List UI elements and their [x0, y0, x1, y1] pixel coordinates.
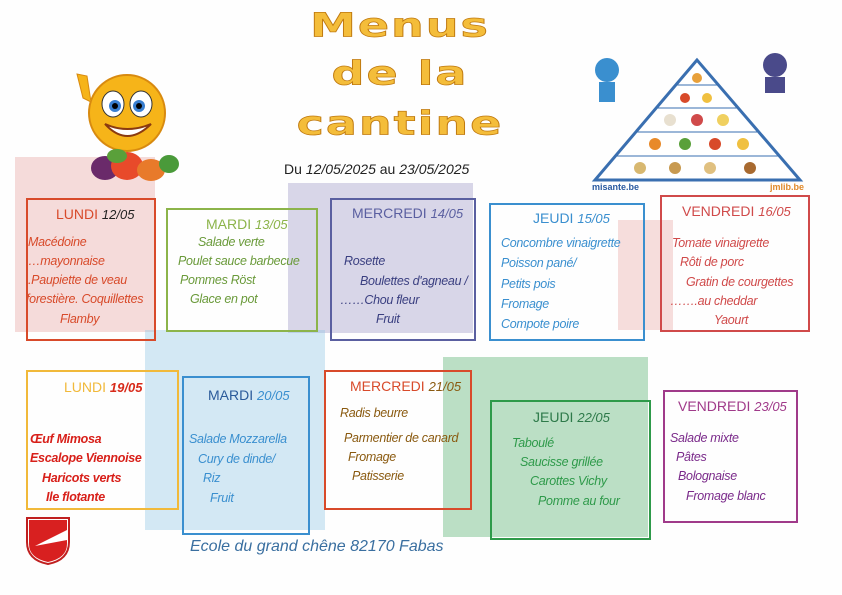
- menu-item: Salade verte: [198, 235, 265, 249]
- menu-item: Salade Mozzarella: [189, 432, 287, 446]
- title-line-2: de la: [331, 53, 469, 93]
- menu-item: Parmentier de canard: [344, 431, 459, 445]
- menu-item: Glace en pot: [190, 292, 258, 306]
- day-label: JEUDI: [533, 210, 574, 226]
- menu-item: Fromage: [348, 450, 396, 464]
- date-range-middle: au: [379, 161, 396, 177]
- day-mercredi-2: [350, 378, 461, 394]
- day-vendredi-2: [678, 398, 787, 414]
- menu-item: Radis beurre: [340, 406, 408, 420]
- day-date: 20/05: [257, 388, 290, 403]
- school-footer: Ecole du grand chêne 82170 Fabas: [190, 538, 444, 555]
- menu-item: Œuf Mimosa: [30, 432, 102, 446]
- menu-item: Concombre vinaigrette: [501, 236, 621, 250]
- menu-item: Taboulé: [512, 436, 554, 450]
- date-range-end: 23/05/2025: [399, 161, 470, 177]
- day-vendredi-1: [682, 203, 791, 219]
- title-line-3: cantine: [296, 103, 504, 143]
- menu-item: Boulettes d'agneau /: [360, 274, 468, 288]
- menu-item: Macédoine: [28, 235, 87, 249]
- day-label: JEUDI: [533, 409, 574, 425]
- day-label: LUNDI: [64, 379, 107, 395]
- menu-item: Pâtes: [676, 450, 707, 464]
- day-label: MERCREDI: [352, 205, 427, 221]
- day-label: VENDREDI: [682, 203, 755, 219]
- menu-item: Fromage: [501, 297, 549, 311]
- menu-item: Rosette: [344, 254, 385, 268]
- date-range: [284, 161, 469, 177]
- shield-icon: [25, 516, 71, 566]
- day-mardi-2: [208, 387, 290, 403]
- menu-item: Rôti de porc: [680, 255, 744, 269]
- menu-item: Poulet sauce barbecue: [178, 254, 300, 268]
- day-date: 14/05: [430, 206, 464, 221]
- menu-item: Flamby: [60, 312, 100, 326]
- left-logo-caption: misante.be: [592, 182, 640, 192]
- day-date: 13/05: [255, 217, 288, 232]
- menu-item: Gratin de courgettes: [686, 275, 794, 289]
- day-label: MERCREDI: [350, 378, 425, 394]
- menu-item: Salade mixte: [670, 431, 739, 445]
- menu-item: Cury de dinde/: [198, 452, 276, 466]
- day-date: 15/05: [577, 211, 610, 226]
- menu-item: Riz: [203, 471, 221, 485]
- day-jeudi-2: [533, 409, 610, 425]
- date-range-prefix: Du: [284, 161, 302, 177]
- menu-item: …….au cheddar: [670, 294, 758, 308]
- day-date: 21/05: [428, 379, 462, 394]
- menu-item: Fromage blanc: [686, 489, 766, 503]
- day-date: 19/05: [109, 380, 143, 395]
- day-jeudi-1: [533, 210, 610, 226]
- day-label: VENDREDI: [678, 398, 751, 414]
- menu-item: forestière. Coquillettes: [26, 292, 144, 306]
- title-line-1: Menus: [310, 5, 490, 45]
- menu-item: Ile flotante: [46, 490, 105, 504]
- date-range-start: 12/05/2025: [305, 161, 376, 177]
- day-lundi-2: [64, 379, 142, 395]
- menu-item: Petits pois: [501, 277, 556, 291]
- menu-item: Compote poire: [501, 317, 580, 331]
- menu-item: ……Chou fleur: [340, 293, 420, 307]
- menu-item: Poisson pané/: [501, 256, 577, 270]
- day-date: 22/05: [577, 410, 610, 425]
- menu-item: Patisserie: [352, 469, 404, 483]
- day-date: 12/05: [101, 207, 135, 222]
- menu-item: Pommes Röst: [180, 273, 256, 287]
- right-logo-caption: jmlib.be: [770, 182, 805, 192]
- menu-item: Fruit: [376, 312, 400, 326]
- menu-item: Carottes Vichy: [530, 474, 607, 488]
- menu-item: Tomate vinaigrette: [672, 236, 769, 250]
- day-label: LUNDI: [56, 206, 99, 222]
- menu-item: Pomme au four: [538, 494, 620, 508]
- menu-item: Haricots verts: [42, 471, 122, 485]
- menu-item: Escalope Viennoise: [30, 451, 142, 465]
- day-label: MARDI: [208, 387, 254, 403]
- day-label: MARDI: [206, 216, 252, 232]
- smiley-mascot-icon: [65, 68, 195, 188]
- menu-item: Saucisse grillée: [520, 455, 603, 469]
- menu-item: Fruit: [210, 491, 234, 505]
- day-mardi-1: [206, 216, 288, 232]
- menu-item: Yaourt: [714, 313, 749, 327]
- day-mercredi-1: [352, 205, 463, 221]
- menu-item: …mayonnaise: [28, 254, 105, 268]
- day-date: 23/05: [754, 399, 787, 414]
- day-lundi-1: [56, 206, 134, 222]
- day-date: 16/05: [758, 204, 791, 219]
- menu-item: Bolognaise: [678, 469, 737, 483]
- menu-item: .Paupiette de veau: [28, 273, 127, 287]
- food-pyramid-icon: [585, 40, 810, 185]
